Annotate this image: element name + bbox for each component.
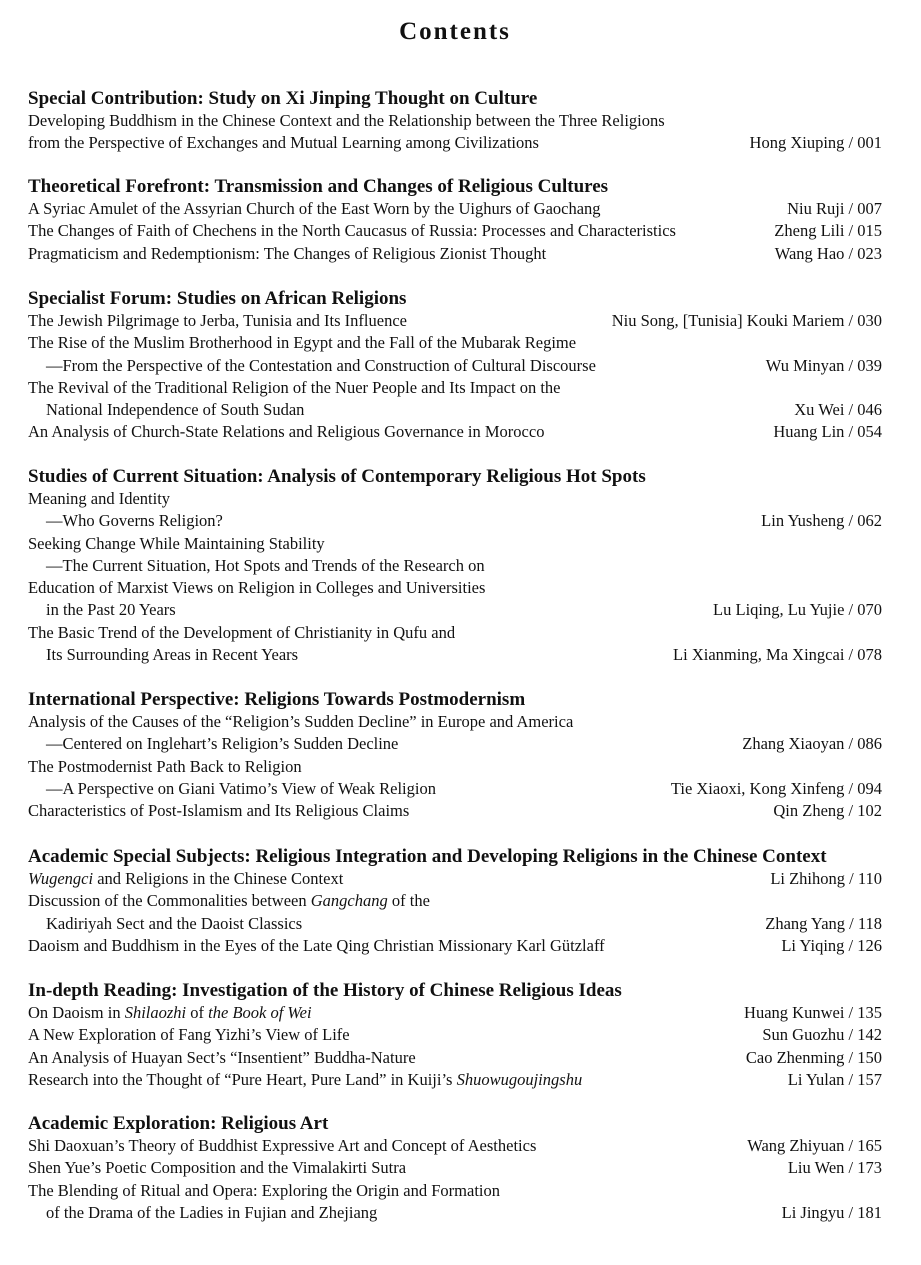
contents-section <box>28 846 882 957</box>
entry-author-page: Sun Guozhu / 142 <box>762 1025 882 1045</box>
entry-title: —Who Governs Religion? <box>46 511 223 531</box>
entry-author-page: Liu Wen / 173 <box>787 1158 882 1178</box>
contents-entry[interactable] <box>28 510 882 532</box>
contents-entry[interactable] <box>28 644 882 666</box>
contents-entry[interactable] <box>28 868 882 890</box>
contents-entry[interactable] <box>28 555 882 577</box>
contents-section <box>28 980 882 1091</box>
contents-entry[interactable] <box>28 243 882 265</box>
entry-author-page: Zhang Yang / 118 <box>765 913 882 933</box>
contents-entry[interactable] <box>28 355 882 377</box>
entry-title: Shen Yue’s Poetic Composition and the Vimalakirti Sutra <box>28 1158 407 1178</box>
contents-section <box>28 288 882 444</box>
title-part: of <box>186 1003 209 1022</box>
entry-title: A Syriac Amulet of the Assyrian Church of the East Worn by the Uighurs of Gaochang <box>28 199 601 218</box>
entry-author-page: Wu Minyan / 039 <box>765 355 882 375</box>
contents-entry[interactable] <box>28 778 882 800</box>
entry-title: Meaning and Identity <box>28 489 171 508</box>
contents-entry[interactable] <box>28 132 882 154</box>
contents-entry[interactable] <box>28 220 882 242</box>
entry-author-page: Li Yulan / 157 <box>787 1069 882 1089</box>
title-part: On Daoism in <box>28 1003 125 1022</box>
contents-entry[interactable] <box>28 913 882 935</box>
contents-entry[interactable] <box>28 1047 882 1069</box>
section-title: Special Contribution: Study on Xi Jinping Thought on Culture <box>28 88 538 109</box>
entry-title: National Independence of South Sudan <box>46 400 305 420</box>
entry-title: Education of Marxist Views on Religion in Colleges and Universities <box>28 578 486 598</box>
contents-entry[interactable] <box>28 488 882 510</box>
contents-entry[interactable] <box>28 599 882 621</box>
entry-author-page: Li Zhihong / 110 <box>770 869 882 888</box>
entry-author-page: Qin Zheng / 102 <box>773 801 882 821</box>
title-part: Research into the Thought of “Pure Heart, Pure Land” in Kuiji’s <box>28 1069 457 1089</box>
entry-author-page: Lu Liqing, Lu Yujie / 070 <box>713 600 882 620</box>
contents-entry[interactable] <box>28 377 882 399</box>
title-part: of the <box>387 891 430 911</box>
entry-title: Its Surrounding Areas in Recent Years <box>46 645 299 665</box>
section-title: Specialist Forum: Studies on African Religions <box>28 288 407 309</box>
contents-entry[interactable] <box>28 890 882 912</box>
entry-title: The Basic Trend of the Development of Christianity in Qufu and <box>28 622 456 642</box>
entry-title: Seeking Change While Maintaining Stability <box>28 533 325 553</box>
section-title: Studies of Current Situation: Analysis of Contemporary Religious Hot Spots <box>28 466 646 487</box>
italic-title-part: the Book of Wei <box>208 1003 312 1022</box>
contents-entry[interactable] <box>28 1180 882 1202</box>
italic-title-part: Gangchang <box>310 891 388 911</box>
entry-title: The Blending of Ritual and Opera: Exploring the Origin and Formation <box>28 1180 500 1200</box>
entry-author-page: Li Xianming, Ma Xingcai / 078 <box>673 645 882 665</box>
entry-title: The Jewish Pilgrimage to Jerba, Tunisia and Its Influence <box>28 311 407 330</box>
contents-section <box>28 176 882 265</box>
contents-entry[interactable] <box>28 756 882 778</box>
section-title: International Perspective: Religions Towards Postmodernism <box>28 689 526 710</box>
entry-title: The Rise of the Muslim Brotherhood in Egypt and the Fall of the Mubarak Regime <box>28 333 577 353</box>
contents-section <box>28 466 882 666</box>
entry-author-page: Huang Lin / 054 <box>773 422 882 442</box>
contents-section <box>28 1113 882 1224</box>
page-title: Contents <box>399 18 511 45</box>
contents-entry[interactable] <box>28 1024 882 1046</box>
entry-title: from the Perspective of Exchanges and Mutual Learning among Civilizations <box>28 133 539 153</box>
entry-author-page: Huang Kunwei / 135 <box>744 1003 882 1022</box>
section-title: Academic Special Subjects: Religious Integration and Developing Religions in the Chinese Context <box>28 846 827 867</box>
entry-author-page: Lin Yusheng / 062 <box>761 511 882 531</box>
entry-title: of the Drama of the Ladies in Fujian and Zhejiang <box>46 1202 378 1222</box>
entry-author-page: Xu Wei / 046 <box>794 400 882 420</box>
contents-entry[interactable] <box>28 399 882 421</box>
contents-entry[interactable] <box>28 800 882 822</box>
entry-title: —From the Perspective of the Contestation and Construction of Cultural Discourse <box>46 355 596 375</box>
contents-entry[interactable] <box>28 577 882 599</box>
contents-entry[interactable] <box>28 1202 882 1224</box>
entry-author-page: Li Yiqing / 126 <box>781 935 882 955</box>
entry-title <box>28 1002 312 1024</box>
contents-entry[interactable] <box>28 332 882 354</box>
entry-title: The Postmodernist Path Back to Religion <box>28 756 302 776</box>
entry-title: An Analysis of Church-State Relations and Religious Governance in Morocco <box>28 422 545 442</box>
contents-section <box>28 88 882 155</box>
entry-title: Pragmaticism and Redemptionism: The Changes of Religious Zionist Thought <box>28 243 547 263</box>
entry-title <box>28 1069 582 1091</box>
contents-entry[interactable] <box>28 1135 882 1157</box>
entry-title <box>28 868 343 890</box>
entry-title: —The Current Situation, Hot Spots and Trends of the Research on <box>46 555 485 575</box>
italic-title-part: Wugengci <box>28 869 94 888</box>
entry-author-page: Li Jingyu / 181 <box>781 1202 882 1222</box>
entry-title <box>28 890 430 912</box>
contents-entry[interactable] <box>28 935 882 957</box>
italic-title-part: Shuowugoujingshu <box>456 1069 583 1089</box>
contents-entry[interactable] <box>28 1157 882 1179</box>
entry-title: —A Perspective on Giani Vatimo’s View of Weak Religion <box>46 778 436 798</box>
entry-title: Daoism and Buddhism in the Eyes of the Late Qing Christian Missionary Karl Gützlaff <box>28 935 605 955</box>
entry-author-page: Hong Xiuping / 001 <box>749 133 882 153</box>
entry-author-page: Cao Zhenming / 150 <box>745 1047 882 1067</box>
contents-entry[interactable] <box>28 622 882 644</box>
entry-author-page: Zhang Xiaoyan / 086 <box>742 734 882 754</box>
title-part: and Religions in the Chinese Context <box>93 869 344 888</box>
entry-title: Shi Daoxuan’s Theory of Buddhist Expressive Art and Concept of Aesthetics <box>28 1136 537 1155</box>
italic-title-part: Shilaozhi <box>124 1003 187 1022</box>
section-title: Theoretical Forefront: Transmission and Changes of Religious Cultures <box>28 176 609 197</box>
entry-title: A New Exploration of Fang Yizhi’s View of Life <box>28 1025 350 1045</box>
contents-section <box>28 689 882 822</box>
contents-entry[interactable] <box>28 421 882 443</box>
section-title: In-depth Reading: Investigation of the History of Chinese Religious Ideas <box>28 980 622 1001</box>
entry-author-page: Wang Zhiyuan / 165 <box>747 1136 882 1155</box>
contents-entry[interactable] <box>28 310 882 332</box>
entry-title: in the Past 20 Years <box>46 600 176 620</box>
title-part: Discussion of the Commonalities between <box>28 891 311 911</box>
contents-entry[interactable] <box>28 1002 882 1024</box>
contents-entry[interactable] <box>28 1069 882 1091</box>
contents-entry[interactable] <box>28 110 882 132</box>
entry-author-page: Niu Song, [Tunisia] Kouki Mariem / 030 <box>611 311 882 330</box>
entry-author-page: Zheng Lili / 015 <box>774 221 882 241</box>
entry-title: —Centered on Inglehart’s Religion’s Sudden Decline <box>46 734 399 754</box>
entry-title: The Changes of Faith of Chechens in the North Caucasus of Russia: Processes and Characteristics <box>28 221 676 241</box>
entry-title: Developing Buddhism in the Chinese Context and the Relationship between the Three Religions <box>28 111 665 130</box>
entry-title: Characteristics of Post-Islamism and Its Religious Claims <box>28 801 410 821</box>
entry-title: An Analysis of Huayan Sect’s “Insentient” Buddha-Nature <box>28 1047 416 1067</box>
contents-entry[interactable] <box>28 711 882 733</box>
entry-title: Kadiriyah Sect and the Daoist Classics <box>46 913 303 933</box>
contents-entry[interactable] <box>28 733 882 755</box>
contents-entry[interactable] <box>28 533 882 555</box>
contents-entry[interactable] <box>28 198 882 220</box>
entry-author-page: Niu Ruji / 007 <box>787 199 882 218</box>
entry-title: The Revival of the Traditional Religion of the Nuer People and Its Impact on the <box>28 377 561 397</box>
entry-author-page: Tie Xiaoxi, Kong Xinfeng / 094 <box>670 778 882 798</box>
entry-author-page: Wang Hao / 023 <box>774 243 882 263</box>
section-title: Academic Exploration: Religious Art <box>28 1113 329 1134</box>
entry-title: Analysis of the Causes of the “Religion’s Sudden Decline” in Europe and America <box>28 712 574 731</box>
